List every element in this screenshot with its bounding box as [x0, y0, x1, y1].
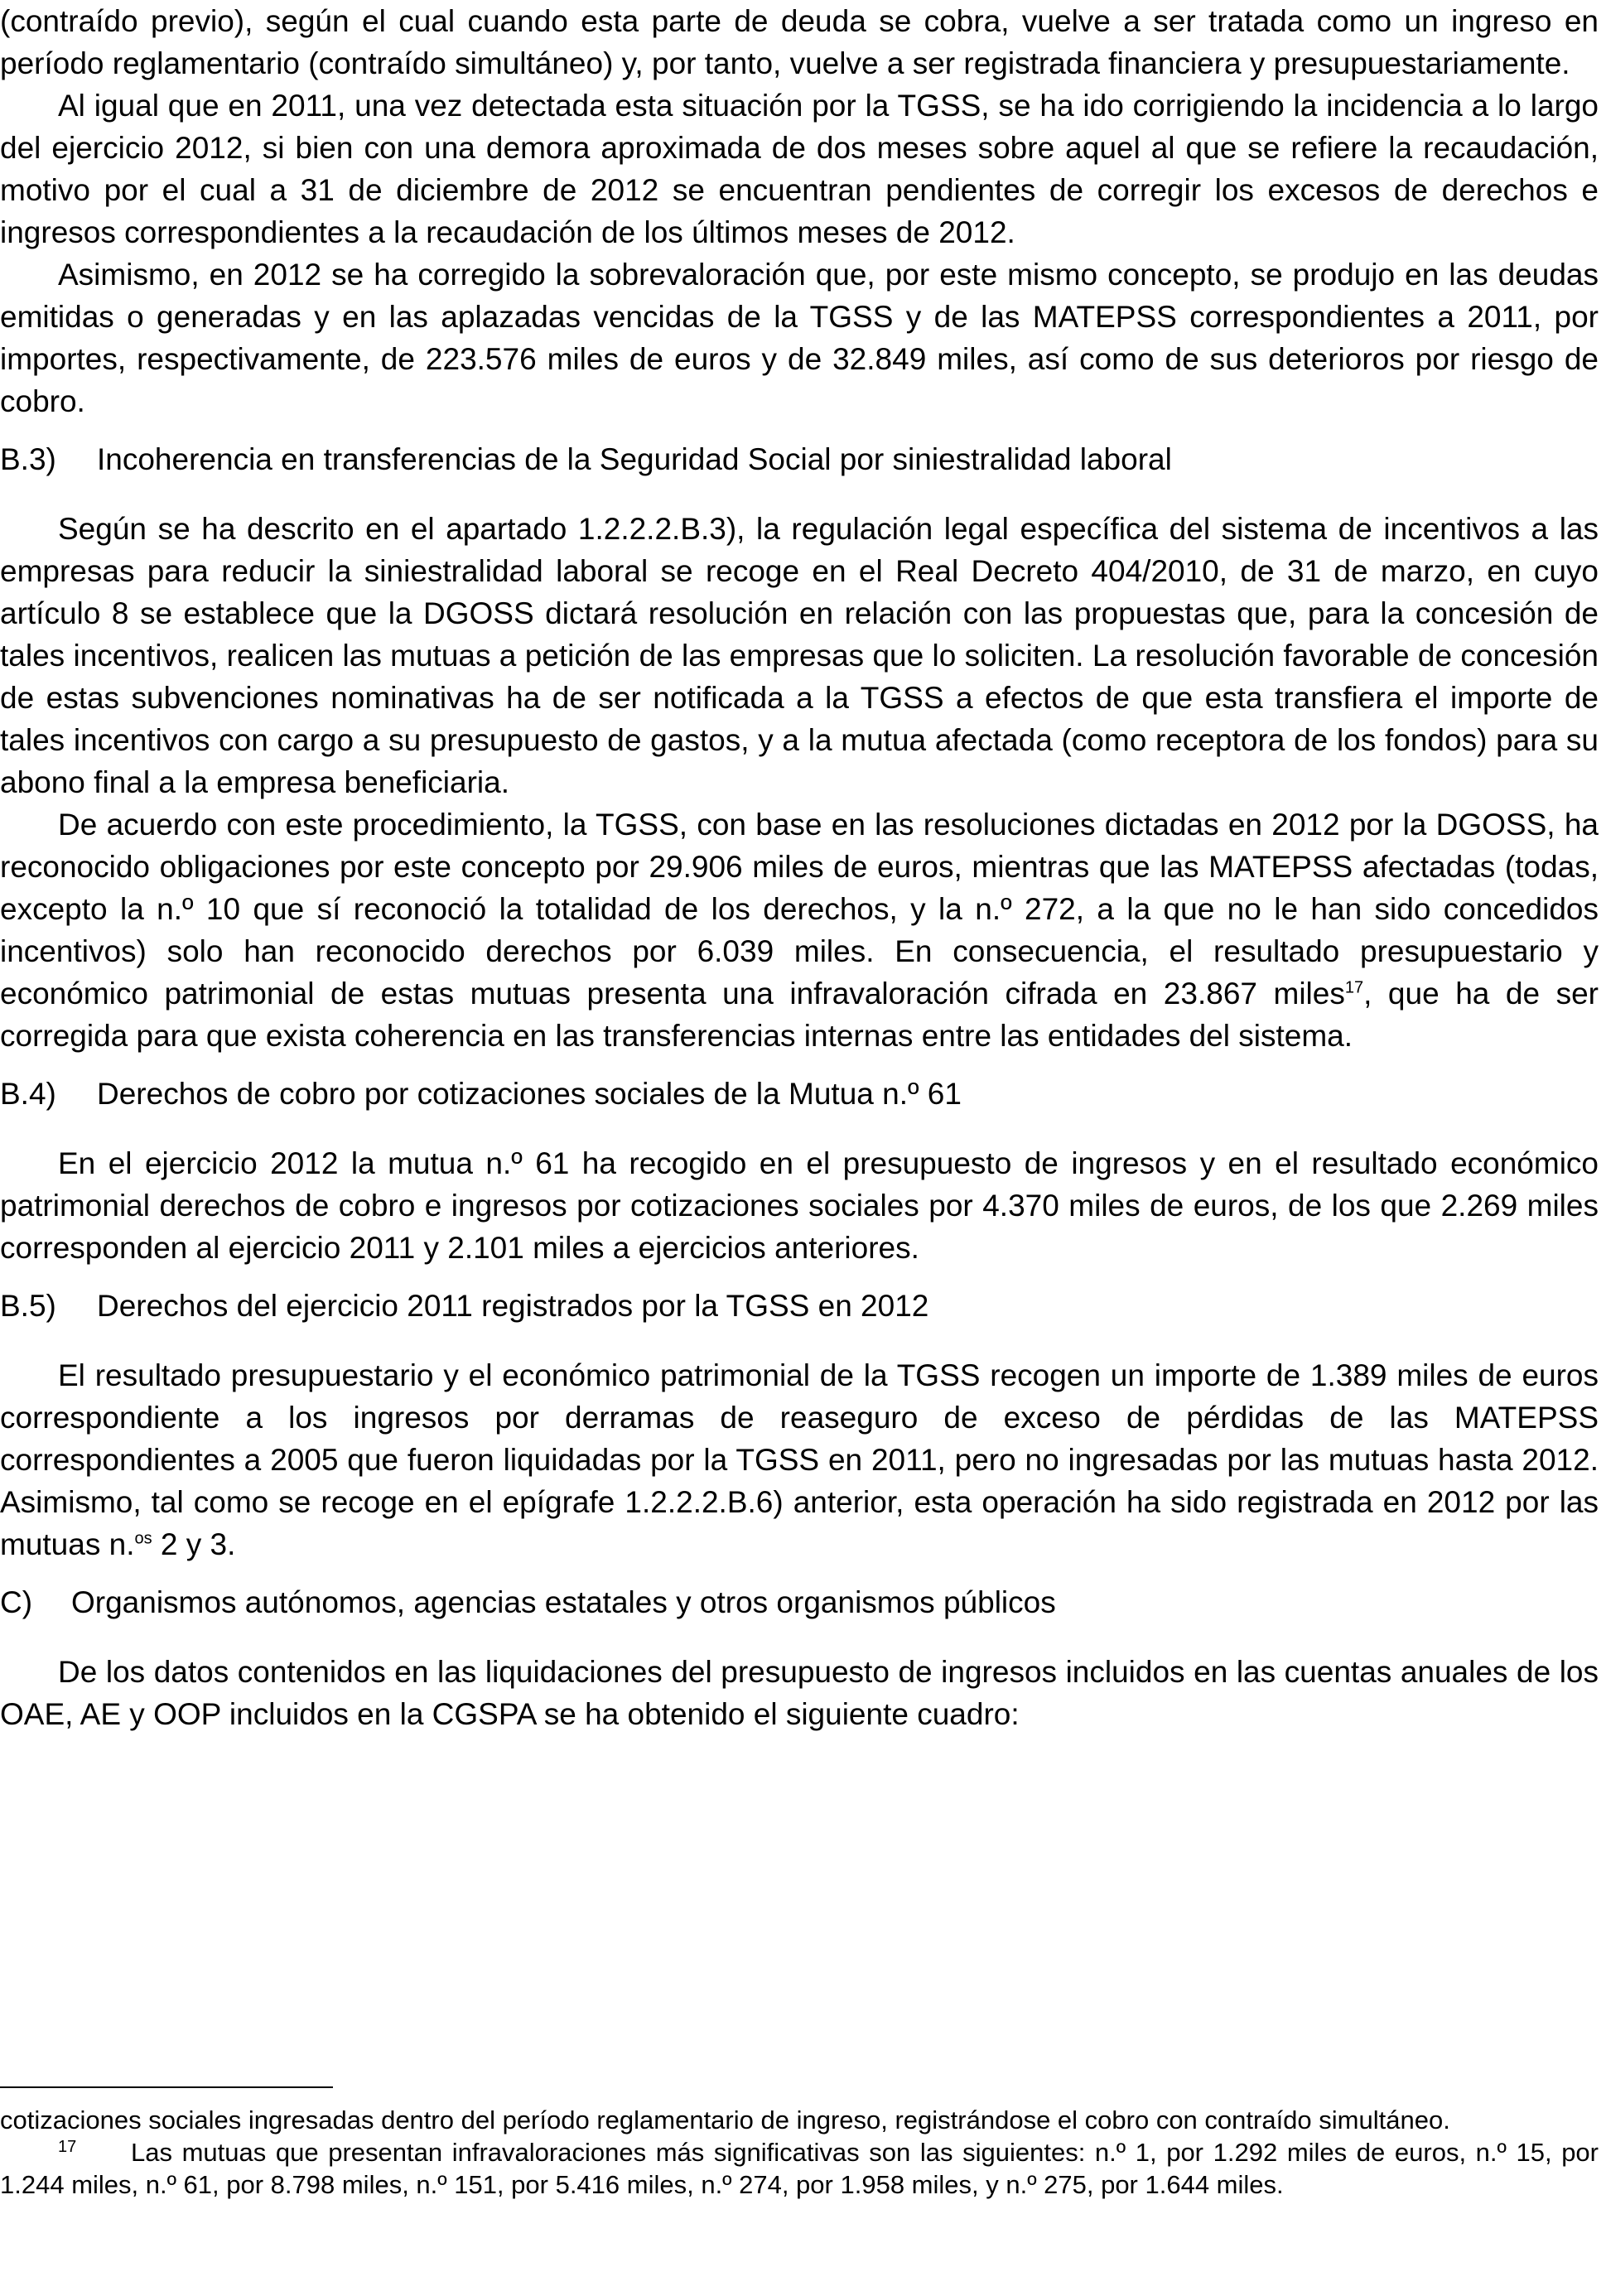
footnote-continuation: cotizaciones sociales ingresadas dentro del período reglamentario de ingreso, registrándose el cobro con contraído simultáneo.	[0, 2105, 1450, 2134]
paragraph-b5-tail: 2 y 3.	[152, 1527, 236, 1561]
heading-b3-number: B.3)	[0, 442, 56, 476]
heading-b4	[0, 1073, 1599, 1115]
paragraph-c: De los datos contenidos en las liquidaciones del presupuesto de ingresos incluidos en las cuentas anuales de los OAE, AE y OOP incluidos en la CGSPA se ha obtenido el siguiente cuadro:	[0, 1655, 1599, 1731]
footnotes	[0, 2104, 1599, 2201]
footnote-17: 17 Las mutuas que presentan infravaloraciones más significativas son las siguientes: n.º 1, por 1.292 miles de euros, n.º 15, por 1.244 miles, n.º 61, por 8.798 miles, n.º 151, por 5.416 miles, n.º 274, por 1.958 miles, y n.º 275, por 1.644 miles.	[0, 2137, 1599, 2199]
heading-b5-number: B.5)	[0, 1289, 56, 1323]
heading-c-title: Organismos autónomos, agencias estatales y otros organismos públicos	[71, 1585, 1056, 1619]
heading-b5	[0, 1285, 1599, 1327]
heading-b4-title: Derechos de cobro por cotizaciones sociales de la Mutua n.º 61	[97, 1077, 962, 1111]
heading-b4-number: B.4)	[0, 1077, 56, 1111]
paragraph-b5	[0, 1354, 1599, 1565]
ordinal-superscript: os	[134, 1529, 152, 1548]
paragraph-continuation: (contraído previo), según el cual cuando esta parte de deuda se cobra, vuelve a ser tratada como un ingreso en período reglamentario (contraído simultáneo) y, por tanto, vuelve a ser registrada financiera y presupuestariamente.	[0, 4, 1599, 80]
paragraph-b3-procedure	[0, 803, 1599, 1057]
paragraph-al-igual: Al igual que en 2011, una vez detectada esta situación por la TGSS, se ha ido corrigiendo la incidencia a lo largo del ejercicio 2012, si bien con una demora aproximada de dos meses sobre aquel al que se refiere la recaudación, motivo por el cual a 31 de diciembre de 2012 se encuentran pendientes de corregir los excesos de derechos e ingresos correspondientes a la recaudación de los últimos meses de 2012.	[0, 89, 1599, 249]
footnote-ref-17: 17	[1344, 978, 1364, 997]
paragraph-b5-text: El resultado presupuestario y el económico patrimonial de la TGSS recogen un importe de 1.389 miles de euros correspondiente a los ingresos por derramas de reaseguro de exceso de pérdidas de las MATEPSS correspondientes a 2005 que fueron liquidadas por la TGSS en 2011, pero no ingresadas por las mutuas hasta 2012. Asimismo, tal como se recoge en el epígrafe 1.2.2.2.B.6) anterior, esta operación ha sido registrada en 2012 por las mutuas n.	[0, 1358, 1599, 1561]
heading-b5-title: Derechos del ejercicio 2011 registrados por la TGSS en 2012	[97, 1289, 929, 1323]
paragraph-b3-procedure-tail: , que ha de ser corregida para que exista coherencia en las transferencias internas entre las entidades del sistema.	[0, 977, 1599, 1053]
heading-c	[0, 1581, 1599, 1623]
heading-b3-title: Incoherencia en transferencias de la Seguridad Social por siniestralidad laboral	[97, 442, 1172, 476]
paragraph-b4: En el ejercicio 2012 la mutua n.º 61 ha recogido en el presupuesto de ingresos y en el resultado económico patrimonial derechos de cobro e ingresos por cotizaciones sociales por 4.370 miles de euros, de los que 2.269 miles corresponden al ejercicio 2011 y 2.101 miles a ejercicios anteriores.	[0, 1146, 1599, 1265]
footnote-17-text: Las mutuas que presentan infravaloraciones más significativas son las siguientes: n.º 1, por 1.292 miles de euros, n.º 15, por 1.244 miles, n.º 61, por 8.798 miles, n.º 151, por 5.416 miles, n.º 274, por 1.958 miles, y n.º 275, por 1.644 miles.	[0, 2138, 1599, 2199]
heading-b3	[0, 438, 1599, 480]
paragraph-b3-regulation: Según se ha descrito en el apartado 1.2.2.2.B.3), la regulación legal específica del sistema de incentivos a las empresas para reducir la siniestralidad laboral se recoge en el Real Decreto 404/2010, de 31 de marzo, en cuyo artículo 8 se establece que la DGOSS dictará resolución en relación con las propuestas que, para la concesión de tales incentivos, realicen las mutuas a petición de las empresas que lo soliciten. La resolución favorable de concesión de estas subvenciones nominativas ha de ser notificada a la TGSS a efectos de que esta transfiera el importe de tales incentivos con cargo a su presupuesto de gastos, y a la mutua afectada (como receptora de los fondos) para su abono final a la empresa beneficiaria.	[0, 512, 1599, 799]
paragraph-b3-procedure-text: De acuerdo con este procedimiento, la TGSS, con base en las resoluciones dictadas en 2012 por la DGOSS, ha reconocido obligaciones por este concepto por 29.906 miles de euros, mientras que las MATEPSS afectadas (todas, excepto la n.º 10 que sí reconoció la totalidad de los derechos, y la n.º 272, a la que no le han sido concedidos incentivos) solo han reconocido derechos por 6.039 miles. En consecuencia, el resultado presupuestario y económico patrimonial de estas mutuas presenta una infravaloración cifrada en 23.867 miles	[0, 808, 1599, 1011]
paragraph-asimismo: Asimismo, en 2012 se ha corregido la sobrevaloración que, por este mismo concepto, se produjo en las deudas emitidas o generadas y en las aplazadas vencidas de la TGSS y de las MATEPSS correspondientes a 2011, por importes, respectivamente, de 223.576 miles de euros y de 32.849 miles, así como de sus deterioros por riesgo de cobro.	[0, 258, 1599, 418]
heading-c-number: C)	[0, 1585, 33, 1619]
footnote-separator	[0, 2086, 333, 2088]
